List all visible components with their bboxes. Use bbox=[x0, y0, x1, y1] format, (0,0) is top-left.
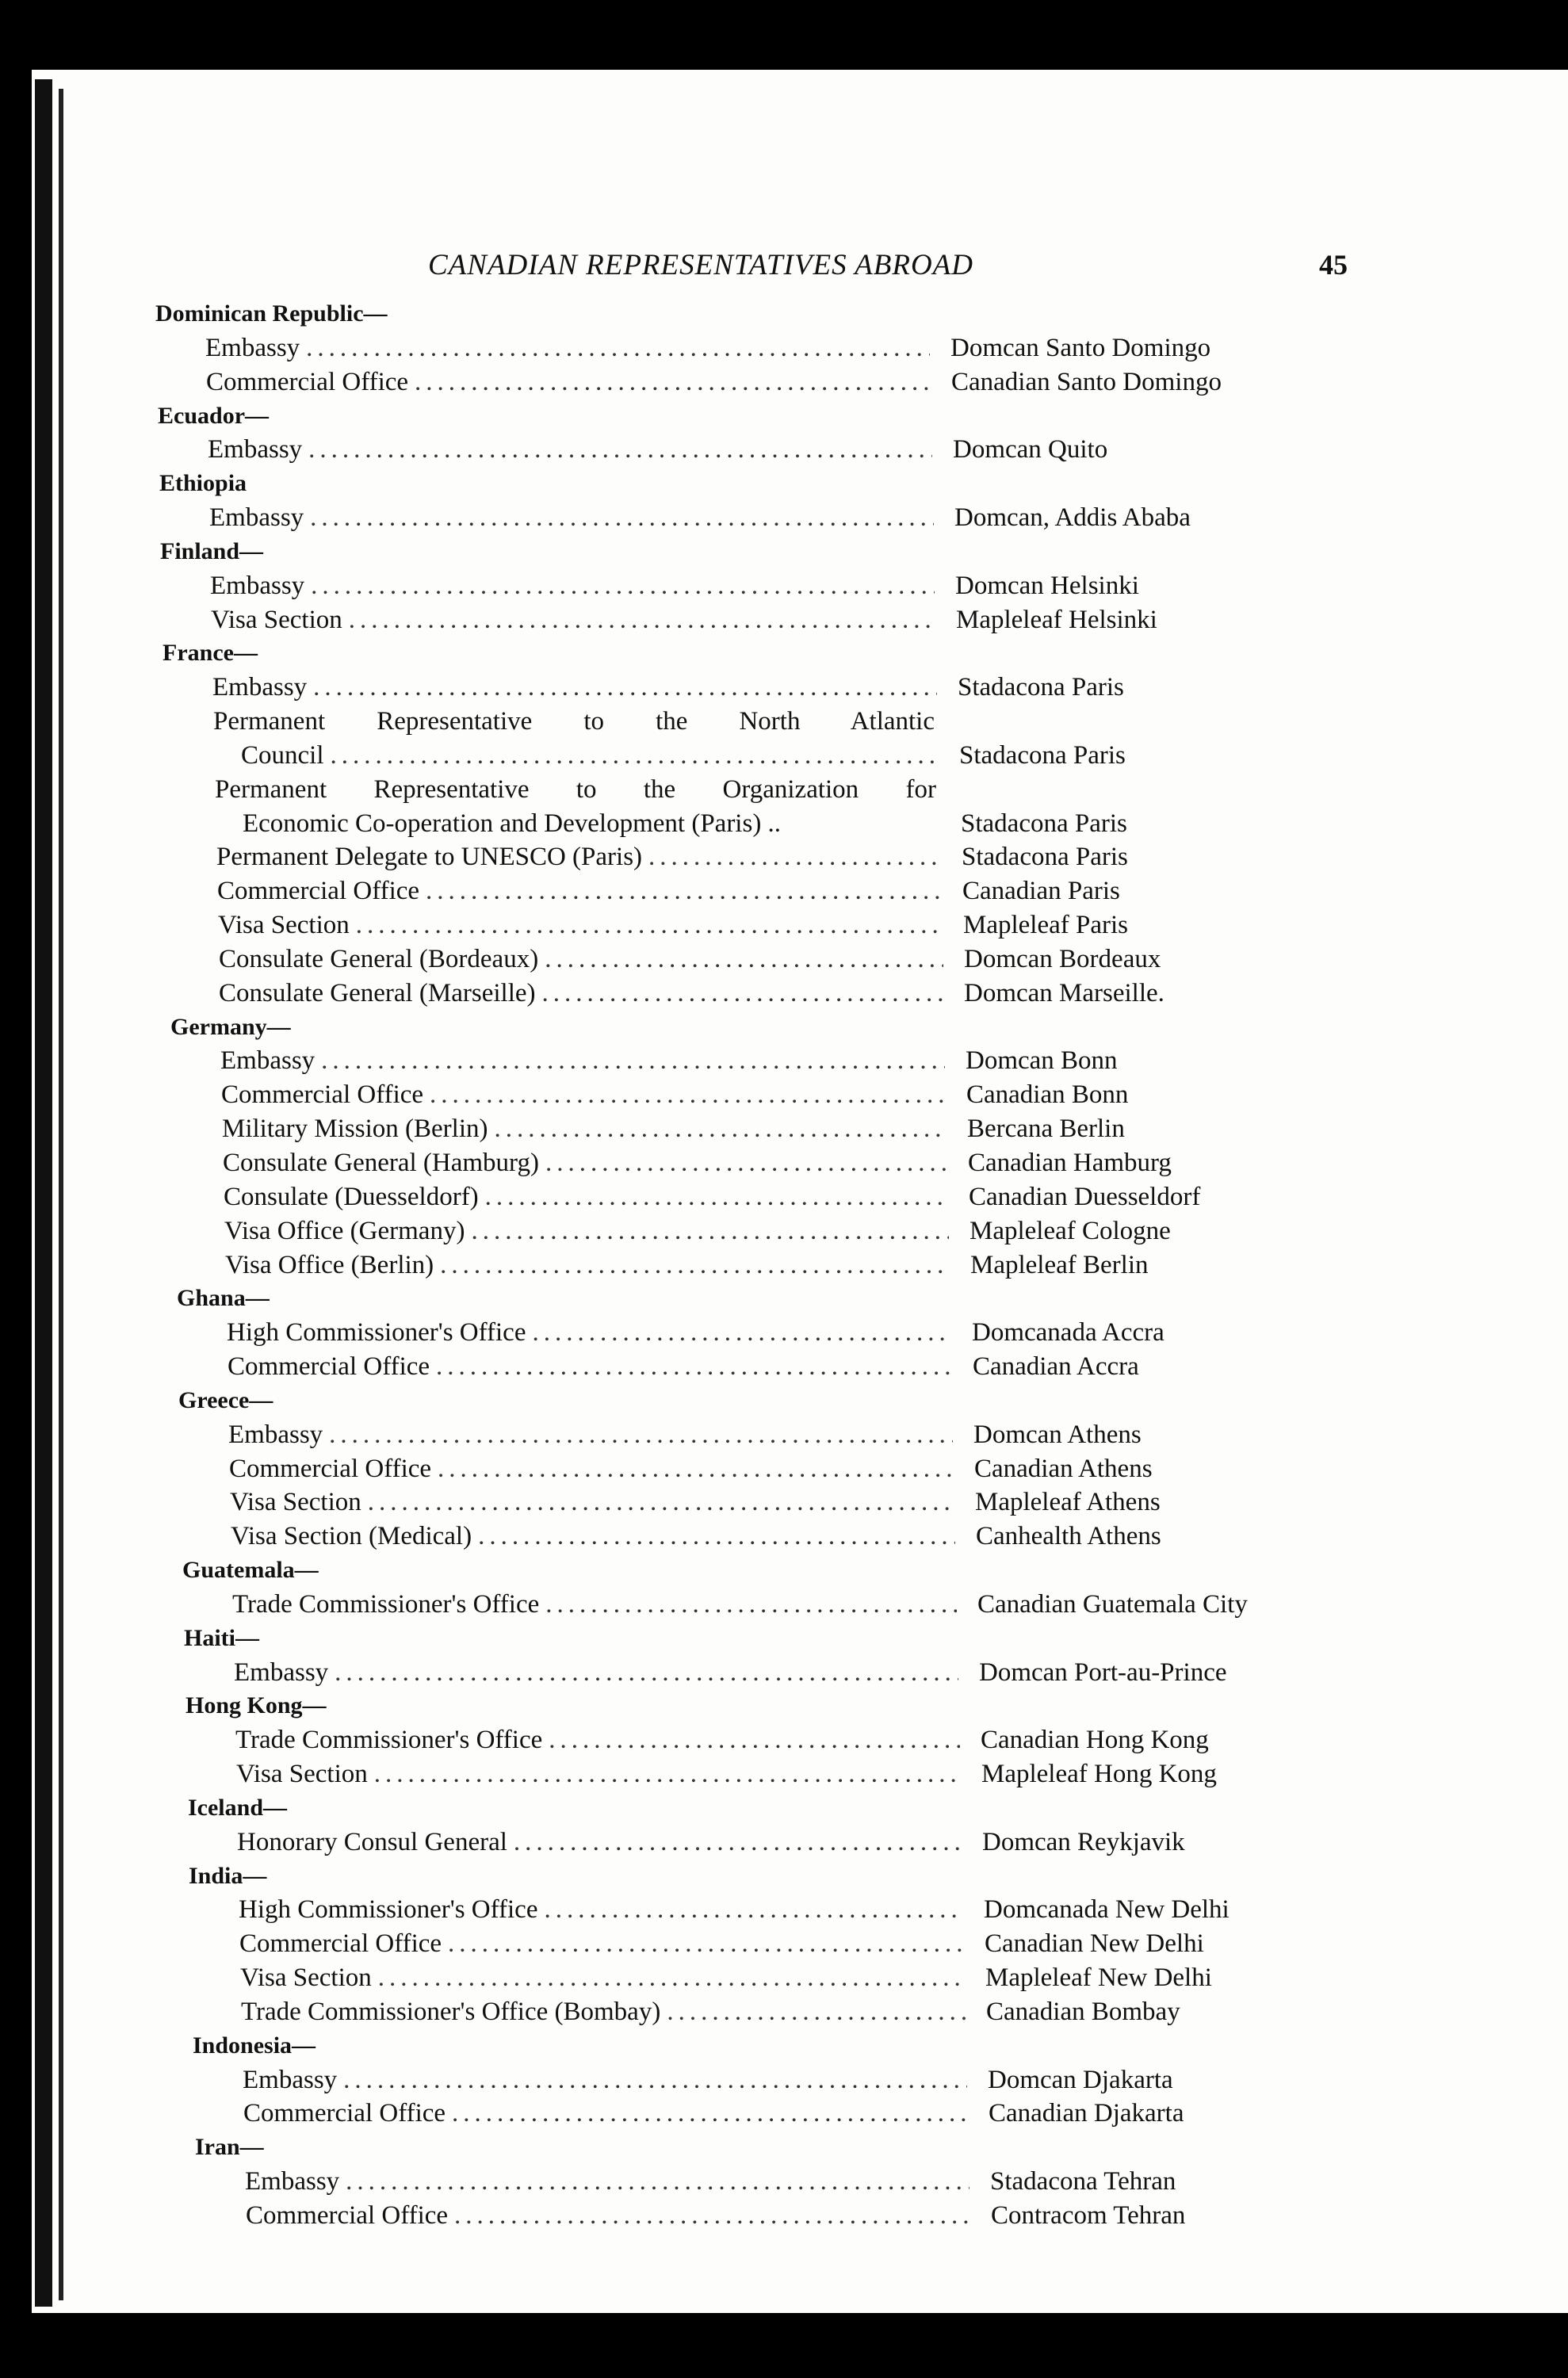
office-row bbox=[0, 977, 1568, 1010]
office-row bbox=[0, 1485, 1568, 1519]
dot-leader bbox=[532, 1316, 951, 1349]
telegraphic-address: Domcan Santo Domingo bbox=[950, 334, 1211, 362]
office-label: Commercial Office ..... bbox=[206, 365, 931, 399]
telegraphic-address: Stadacona Tehran bbox=[990, 2167, 1176, 2196]
office-row bbox=[0, 739, 1568, 772]
dot-leader bbox=[542, 977, 943, 1010]
office-row bbox=[0, 1757, 1568, 1791]
telegraphic-address: Contracom Tehran bbox=[991, 2201, 1186, 2230]
telegraphic-address: Canadian Paris bbox=[962, 877, 1120, 905]
telegraphic-address: Domcan Bordeaux bbox=[964, 945, 1161, 973]
telegraphic-address: Mapleleaf Athens bbox=[975, 1488, 1161, 1516]
dot-leader bbox=[329, 1418, 953, 1451]
dot-leader bbox=[310, 501, 934, 534]
country-heading: Indonesia— bbox=[193, 2032, 316, 2059]
dot-leader bbox=[485, 1180, 948, 1214]
country-heading-row bbox=[0, 1554, 1568, 1587]
dot-leader bbox=[545, 942, 943, 976]
country-heading-row bbox=[0, 297, 1568, 331]
office-label: Embassy ..... bbox=[205, 331, 930, 365]
office-label: Embassy ..... bbox=[210, 569, 935, 602]
telegraphic-address: Bercana Berlin bbox=[967, 1114, 1125, 1143]
office-row bbox=[0, 1588, 1568, 1621]
country-heading-row bbox=[0, 535, 1568, 568]
office-label: Visa Section ..... bbox=[211, 603, 935, 637]
country-heading-row bbox=[0, 467, 1568, 500]
dot-leader bbox=[545, 1146, 947, 1179]
office-row bbox=[0, 942, 1568, 976]
country-heading: Guatemala— bbox=[182, 1557, 319, 1583]
dot-leader bbox=[306, 331, 930, 365]
telegraphic-address: Mapleleaf Berlin bbox=[970, 1251, 1149, 1279]
office-row bbox=[0, 1995, 1568, 2028]
telegraphic-address: Domcan, Addis Ababa bbox=[954, 503, 1191, 532]
country-heading-row bbox=[0, 1791, 1568, 1825]
dot-leader bbox=[452, 2097, 968, 2130]
office-row bbox=[0, 1826, 1568, 1859]
country-heading: France— bbox=[163, 640, 258, 666]
office-label: Embassy ..... bbox=[212, 671, 937, 704]
office-row bbox=[0, 1044, 1568, 1077]
office-label: Visa Office (Germany) ..... bbox=[224, 1214, 949, 1248]
country-heading-row bbox=[0, 1384, 1568, 1417]
telegraphic-address: Canhealth Athens bbox=[976, 1522, 1161, 1550]
office-description-row bbox=[0, 705, 1568, 738]
office-label: Embassy ..... bbox=[243, 2063, 967, 2097]
dot-leader bbox=[440, 1248, 950, 1282]
telegraphic-address: Mapleleaf Paris bbox=[963, 911, 1129, 939]
office-row bbox=[0, 874, 1568, 908]
office-label: Embassy ..... bbox=[208, 433, 932, 466]
office-label: High Commissioner's Office ..... bbox=[239, 1893, 963, 1926]
telegraphic-address: Canadian Santo Domingo bbox=[951, 368, 1222, 396]
office-label: Commercial Office ..... bbox=[229, 1452, 954, 1485]
office-row bbox=[0, 807, 1568, 840]
telegraphic-address: Canadian New Delhi bbox=[985, 1929, 1204, 1958]
office-label: Visa Section ..... bbox=[230, 1485, 954, 1519]
office-label: Council ..... bbox=[241, 739, 939, 772]
office-row bbox=[0, 840, 1568, 874]
country-heading: Haiti— bbox=[184, 1625, 259, 1651]
country-heading: Hong Kong— bbox=[185, 1692, 327, 1719]
dot-leader bbox=[544, 1893, 963, 1926]
country-heading: Iran— bbox=[195, 2134, 264, 2160]
dot-leader bbox=[545, 1588, 957, 1621]
dot-leader bbox=[448, 1927, 964, 1960]
telegraphic-address: Domcanada New Delhi bbox=[984, 1895, 1230, 1924]
office-label: Commercial Office ..... bbox=[221, 1078, 946, 1111]
telegraphic-address: Canadian Djakarta bbox=[989, 2099, 1184, 2128]
telegraphic-address: Mapleleaf Helsinki bbox=[956, 606, 1157, 634]
office-row bbox=[0, 433, 1568, 466]
telegraphic-address: Domcan Helsinki bbox=[955, 572, 1139, 600]
country-heading-row bbox=[0, 2131, 1568, 2164]
telegraphic-address: Stadacona Paris bbox=[962, 843, 1128, 871]
office-row bbox=[0, 331, 1568, 365]
office-label: Visa Section (Medical) ..... bbox=[231, 1520, 955, 1553]
office-row bbox=[0, 1248, 1568, 1282]
office-row bbox=[0, 1520, 1568, 1553]
country-heading: India— bbox=[189, 1863, 267, 1889]
country-heading: Ethiopia bbox=[159, 470, 247, 496]
office-row bbox=[0, 908, 1568, 942]
dot-leader bbox=[311, 569, 935, 602]
dot-leader bbox=[667, 1995, 966, 2028]
telegraphic-address: Domcan Quito bbox=[953, 435, 1108, 464]
dot-leader bbox=[438, 1452, 954, 1485]
dot-leader bbox=[430, 1078, 946, 1111]
dot-leader bbox=[648, 840, 941, 874]
office-label: Consulate General (Hamburg) ..... bbox=[223, 1146, 947, 1179]
dot-leader bbox=[471, 1214, 949, 1248]
country-heading: Iceland— bbox=[188, 1795, 288, 1821]
office-label: Commercial Office ..... bbox=[246, 2199, 970, 2232]
office-row bbox=[0, 1078, 1568, 1111]
office-label: Consulate General (Bordeaux) ..... bbox=[219, 942, 943, 976]
office-row bbox=[0, 2097, 1568, 2130]
telegraphic-address: Domcan Djakarta bbox=[988, 2066, 1173, 2094]
dot-leader bbox=[426, 874, 942, 908]
telegraphic-address: Canadian Duesseldorf bbox=[969, 1183, 1201, 1211]
country-heading-row bbox=[0, 1860, 1568, 1893]
office-label: Trade Commissioner's Office (Bombay) ..... bbox=[241, 1995, 966, 2028]
country-heading: Ecuador— bbox=[158, 403, 270, 429]
country-heading: Greece— bbox=[178, 1387, 273, 1413]
office-row bbox=[0, 1927, 1568, 1960]
office-label: Trade Commissioner's Office ..... bbox=[232, 1588, 957, 1621]
telegraphic-address: Canadian Athens bbox=[974, 1455, 1153, 1483]
telegraphic-address: Canadian Guatemala City bbox=[977, 1590, 1248, 1619]
telegraphic-address: Domcanada Accra bbox=[972, 1318, 1165, 1347]
dot-leader bbox=[368, 1485, 954, 1519]
office-row bbox=[0, 1180, 1568, 1214]
dot-leader bbox=[494, 1112, 947, 1145]
office-label: Consulate (Duesseldorf) ..... bbox=[224, 1180, 948, 1214]
telegraphic-address: Canadian Bombay bbox=[986, 1998, 1180, 2026]
telegraphic-address: Mapleleaf New Delhi bbox=[985, 1963, 1212, 1992]
dot-leader bbox=[346, 2165, 969, 2198]
telegraphic-address: Canadian Bonn bbox=[966, 1080, 1129, 1109]
dot-leader bbox=[549, 1723, 960, 1757]
office-row bbox=[0, 1418, 1568, 1451]
dot-leader bbox=[478, 1520, 955, 1553]
country-heading: Germany— bbox=[170, 1014, 291, 1040]
telegraphic-address: Stadacona Paris bbox=[958, 673, 1124, 702]
office-label: Commercial Office ..... bbox=[228, 1350, 952, 1383]
country-heading: Finland— bbox=[160, 538, 264, 564]
office-row bbox=[0, 671, 1568, 704]
dot-leader bbox=[415, 365, 931, 399]
country-heading: Dominican Republic— bbox=[155, 300, 388, 327]
office-row bbox=[0, 1350, 1568, 1383]
dot-leader bbox=[313, 671, 937, 704]
country-heading-row bbox=[0, 1011, 1568, 1044]
office-row bbox=[0, 1452, 1568, 1485]
running-title: CANADIAN REPRESENTATIVES ABROAD bbox=[428, 249, 974, 281]
dot-leader bbox=[343, 2063, 967, 2097]
office-row bbox=[0, 1112, 1568, 1145]
telegraphic-address: Mapleleaf Cologne bbox=[969, 1217, 1171, 1245]
telegraphic-address: Domcan Reykjavik bbox=[982, 1828, 1185, 1856]
office-label: Commercial Office ..... bbox=[217, 874, 942, 908]
office-label: Visa Section ..... bbox=[218, 908, 943, 942]
dot-leader bbox=[349, 603, 935, 637]
office-row bbox=[0, 1961, 1568, 1994]
office-label: Visa Office (Berlin) ..... bbox=[225, 1248, 950, 1282]
office-label: Permanent Delegate to UNESCO (Paris) ..... bbox=[216, 840, 941, 874]
office-row bbox=[0, 365, 1568, 399]
page-number: 45 bbox=[1319, 249, 1348, 281]
country-heading-row bbox=[0, 400, 1568, 433]
office-label: Permanent Representative to the Organization for bbox=[215, 775, 936, 804]
dot-leader bbox=[331, 739, 939, 772]
office-label: Embassy ..... bbox=[209, 501, 934, 534]
office-label: Commercial Office ..... bbox=[239, 1927, 964, 1960]
office-label: Embassy ..... bbox=[234, 1656, 958, 1689]
office-row bbox=[0, 569, 1568, 602]
scan-border-bottom bbox=[0, 2313, 1568, 2378]
office-label: High Commissioner's Office ..... bbox=[227, 1316, 951, 1349]
office-row bbox=[0, 2199, 1568, 2232]
office-row bbox=[0, 1316, 1568, 1349]
dot-leader bbox=[308, 433, 932, 466]
telegraphic-address: Domcan Port-au-Prince bbox=[979, 1658, 1227, 1687]
telegraphic-address: Canadian Hamburg bbox=[968, 1149, 1172, 1177]
telegraphic-address: Domcan Bonn bbox=[966, 1046, 1118, 1075]
dot-leader bbox=[374, 1757, 961, 1791]
office-description-row bbox=[0, 773, 1568, 806]
dot-leader bbox=[356, 908, 943, 942]
telegraphic-address: Stadacona Paris bbox=[961, 809, 1127, 838]
country-heading-row bbox=[0, 1282, 1568, 1315]
office-row bbox=[0, 603, 1568, 637]
telegraphic-address: Canadian Hong Kong bbox=[981, 1726, 1209, 1754]
office-row bbox=[0, 1214, 1568, 1248]
office-label: Embassy ..... bbox=[220, 1044, 945, 1077]
office-label: Visa Section ..... bbox=[240, 1961, 965, 1994]
office-row bbox=[0, 1723, 1568, 1757]
office-row bbox=[0, 1893, 1568, 1926]
dot-leader bbox=[436, 1350, 952, 1383]
office-row bbox=[0, 501, 1568, 534]
telegraphic-address: Mapleleaf Hong Kong bbox=[981, 1760, 1217, 1788]
office-row bbox=[0, 1146, 1568, 1179]
office-label: Consulate General (Marseille) ..... bbox=[219, 977, 943, 1010]
office-label: Economic Co-operation and Development (Paris) .. bbox=[243, 807, 940, 840]
telegraphic-address: Stadacona Paris bbox=[959, 741, 1126, 770]
telegraphic-address: Domcan Athens bbox=[973, 1420, 1142, 1449]
dot-leader bbox=[378, 1961, 965, 1994]
country-heading: Ghana— bbox=[177, 1285, 270, 1311]
office-row bbox=[0, 2063, 1568, 2097]
dot-leader bbox=[514, 1826, 962, 1859]
telegraphic-address: Canadian Accra bbox=[973, 1352, 1139, 1381]
dot-leader bbox=[335, 1656, 958, 1689]
office-label: Visa Section ..... bbox=[236, 1757, 961, 1791]
dot-leader bbox=[321, 1044, 945, 1077]
country-heading-row bbox=[0, 1689, 1568, 1722]
office-label: Honorary Consul General ..... bbox=[237, 1826, 962, 1859]
office-label: Trade Commissioner's Office ..... bbox=[235, 1723, 960, 1757]
office-label: Commercial Office ..... bbox=[243, 2097, 968, 2130]
country-heading-row bbox=[0, 637, 1568, 670]
office-row bbox=[0, 1656, 1568, 1689]
country-heading-row bbox=[0, 1622, 1568, 1655]
office-label: Embassy ..... bbox=[228, 1418, 953, 1451]
office-label: Embassy ..... bbox=[245, 2165, 969, 2198]
country-heading-row bbox=[0, 2029, 1568, 2063]
office-label: Permanent Representative to the North Atlantic bbox=[213, 707, 935, 736]
office-row bbox=[0, 2165, 1568, 2198]
dot-leader bbox=[454, 2199, 970, 2232]
telegraphic-address: Domcan Marseille. bbox=[964, 979, 1165, 1007]
office-label: Military Mission (Berlin) ..... bbox=[222, 1112, 947, 1145]
